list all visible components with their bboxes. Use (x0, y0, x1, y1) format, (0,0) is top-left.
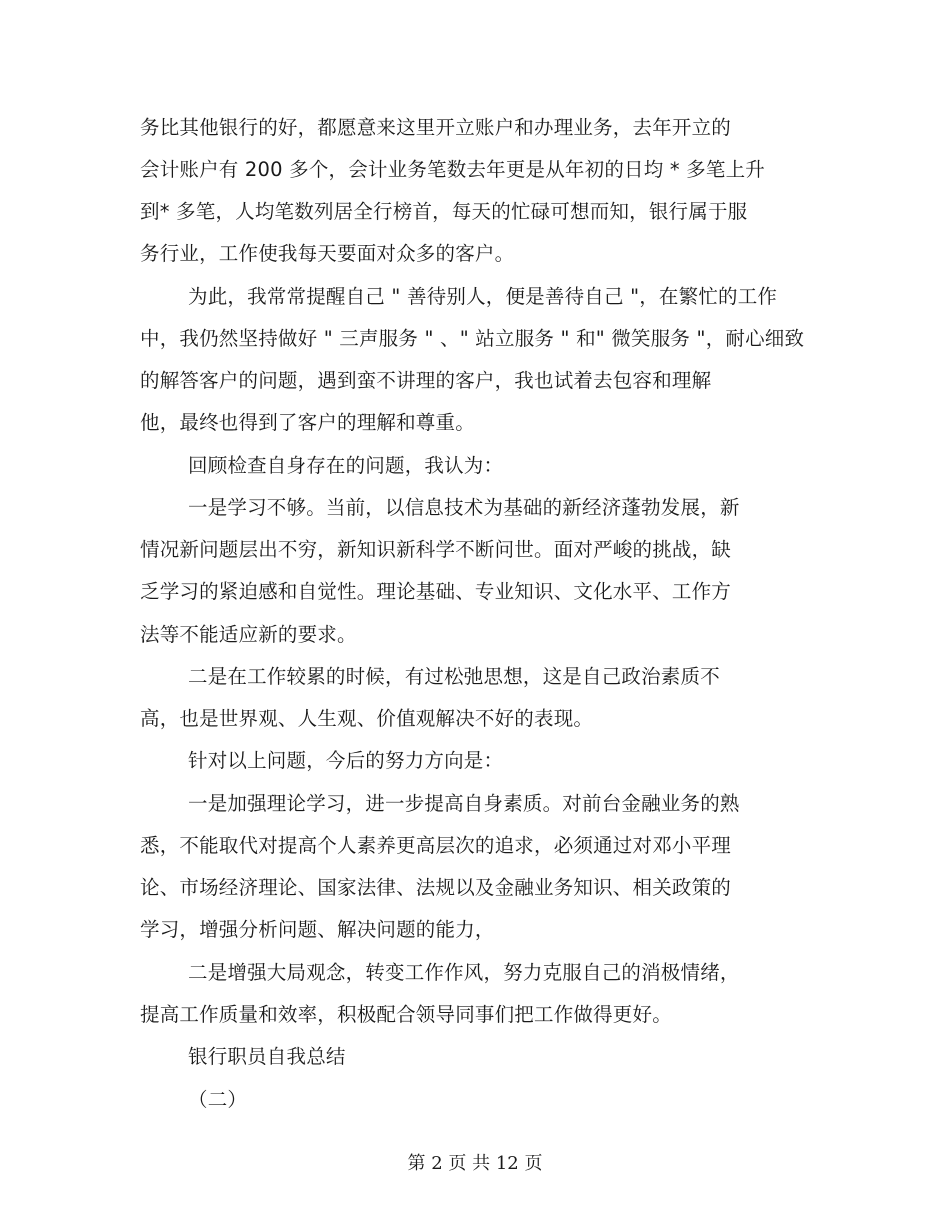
text-line: 一是学习不够。当前，以信息技术为基础的新经济蓬勃发展，新 (188, 496, 740, 519)
text-line: 会计账户有 200 多个，会计业务笔数去年更是从年初的日均 * 多笔上升 (140, 158, 765, 181)
text-line: 法等不能适应新的要求。 (140, 623, 357, 646)
text-line: 二是在工作较累的时候，有过松弛思想，这是自己政治素质不 (188, 665, 720, 688)
text-line: 他，最终也得到了客户的理解和尊重。 (140, 411, 475, 434)
text-line: 回顾检查自身存在的问题，我认为： (188, 454, 504, 477)
text-line: 二是增强大局观念，转变工作作风，努力克服自己的消极情绪， (188, 961, 740, 984)
page-footer: 第 2 页 共 12 页 (407, 1153, 543, 1174)
text-line: 的解答客户的问题，遇到蛮不讲理的客户，我也试着去包容和理解 (140, 369, 712, 392)
text-line: 为此，我常常提醒自己 " 善待别人，便是善待自己 "，在繁忙的工作 (188, 285, 778, 308)
section-number: （二） (188, 1088, 248, 1111)
text-line: 学习，增强分析问题、解决问题的能力， (140, 918, 495, 941)
text-line: 提高工作质量和效率，积极配合领导同事们把工作做得更好。 (140, 1003, 672, 1026)
text-line: 一是加强理论学习，进一步提高自身素质。对前台金融业务的熟 (188, 792, 740, 815)
text-line: 情况新问题层出不穷，新知识新科学不断问世。面对严峻的挑战，缺 (140, 538, 732, 561)
text-line: 务行业，工作使我每天要面对众多的客户。 (140, 242, 515, 265)
text-line: 悉，不能取代对提高个人素养更高层次的追求，必须通过对邓小平理 (140, 834, 732, 857)
text-line: 高，也是世界观、人生观、价值观解决不好的表现。 (140, 707, 594, 730)
text-line: 针对以上问题，今后的努力方向是： (188, 749, 504, 772)
text-line: 中，我仍然坚持做好 " 三声服务 " 、" 站立服务 " 和" 微笑服务 "，耐心细致 (140, 327, 805, 350)
section-heading: 银行职员自我总结 (188, 1045, 346, 1068)
text-line: 乏学习的紧迫感和自觉性。理论基础、专业知识、文化水平、工作方 (140, 580, 732, 603)
text-line: 务比其他银行的好，都愿意来这里开立账户和办理业务，去年开立的 (140, 116, 732, 139)
text-line: 论、市场经济理论、国家法律、法规以及金融业务知识、相关政策的 (140, 876, 732, 899)
text-line: 到* 多笔，人均笔数列居全行榜首，每天的忙碌可想而知，银行属于服 (140, 200, 748, 223)
